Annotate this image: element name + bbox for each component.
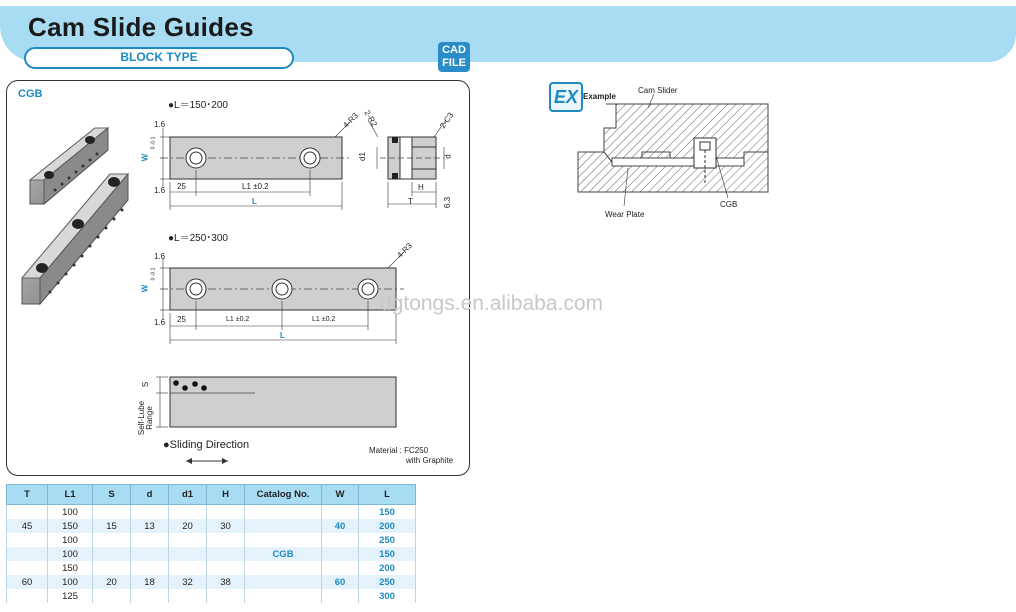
dim-tol-a: 0 -0.1 [150,136,157,150]
variant-label-1: ●L＝150･200 [168,100,228,111]
selflube-range-label: Self-Lube Range [137,400,154,436]
dim-1-6-b: 1.6 [154,186,166,195]
panel-label: CGB [18,88,43,100]
dim-6-3: 6.3 [443,196,453,209]
dim-4r3-b: 4-R3 [395,241,414,260]
cam-slider-label: Cam Slider [638,86,678,95]
cad-label: CAD [442,44,466,56]
material-line-1: Material : FC250 [369,446,429,455]
dim-l-a: L [252,197,257,206]
drawing-side-view [368,120,446,208]
file-label: FILE [442,57,466,69]
example-title: Example [583,92,616,101]
table-row: 100 250 [7,533,416,547]
example-section-drawing [578,94,768,206]
watermark-text: dgtongs.en.alibaba.com [380,292,603,315]
subtitle-text: BLOCK TYPE [120,50,198,64]
dim-1-6-c: 1.6 [154,252,166,261]
table-header-row [7,485,416,505]
col-l1: L1 [48,485,93,505]
col-l: L [359,485,416,505]
dim-w-b: W [140,284,150,293]
cgb-callout-label: CGB [720,200,738,209]
col-d1: d1 [169,485,207,505]
table-row: 60 100 20 18 32 38 60 250 [7,575,416,589]
dim-d: d [443,154,453,159]
col-w: W [322,485,359,505]
dim-2r2: 2-R2 [362,108,379,129]
sliding-direction-label: ●Sliding Direction [163,439,250,451]
col-d: d [131,485,169,505]
col-s: S [93,485,131,505]
dim-l-b: L [280,331,285,340]
table-row: 100 CGB 150 [7,547,416,561]
dim-w-a: W [140,153,150,162]
table-row: 100 150 [7,505,416,520]
dim-l1-c: L1 ±0.2 [312,316,336,323]
material-line-2: with Graphite [406,456,454,465]
spec-table [6,484,416,603]
col-catalog: Catalog No. [245,485,322,505]
dim-25-a: 25 [177,182,186,191]
wear-plate-label: Wear Plate [605,210,645,219]
table-row: 125 300 [7,589,416,603]
table-row: 150 200 [7,561,416,575]
col-h: H [207,485,245,505]
page-title: Cam Slide Guides [28,12,254,42]
dim-tol-b: 0 -0.1 [150,267,157,281]
dim-l1-a: L1 ±0.2 [242,182,269,191]
dim-t: T [408,197,413,206]
example-badge: EX [549,82,583,112]
dim-s: S [141,381,151,388]
dim-l1-b: L1 ±0.2 [226,316,250,323]
dim-1-6-d: 1.6 [154,318,166,327]
dim-25-b: 25 [177,315,186,324]
variant-label-2: ●L＝250･300 [168,233,228,244]
dim-d1: d1 [357,152,367,161]
table-row: 45 150 15 13 20 30 40 200 [7,519,416,533]
dim-4r3-a: 4-R3 [341,111,360,130]
dim-h: H [418,183,424,192]
dim-2c3: 2-C3 [438,110,456,131]
dim-1-6-a: 1.6 [154,120,166,129]
col-t: T [7,485,48,505]
